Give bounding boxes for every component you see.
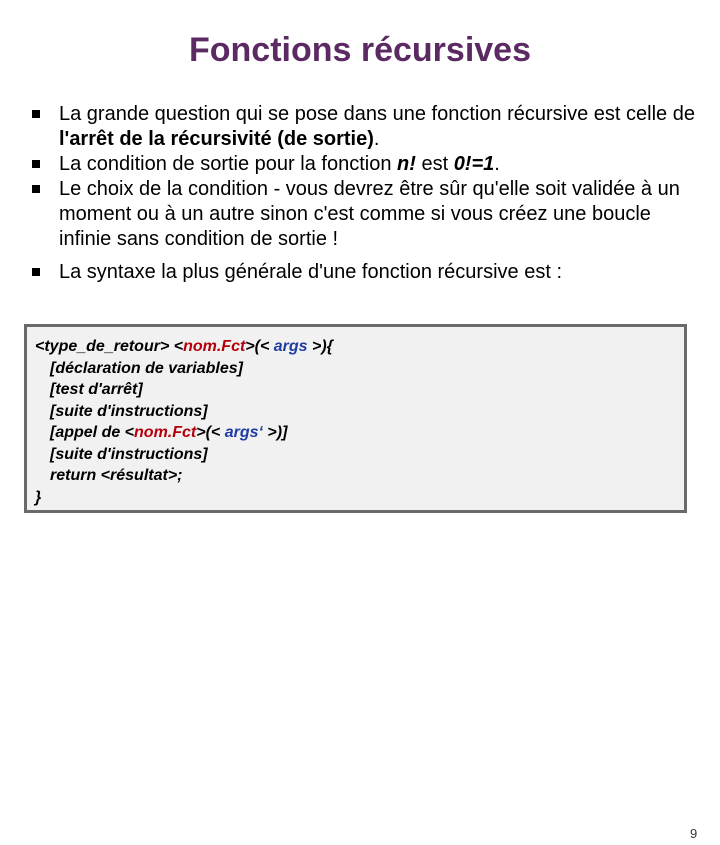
square-bullet-icon <box>32 268 40 276</box>
code-arguments: args‘ <box>224 424 263 441</box>
code-function-name: nom.Fct <box>183 338 246 355</box>
bullet-list <box>30 102 698 285</box>
bullet-text-end: . <box>494 153 500 175</box>
slide-title: Fonctions récursives <box>188 31 531 69</box>
code-function-name: nom.Fct <box>134 424 197 441</box>
bullet-text-end: . <box>373 128 380 150</box>
code-text: <type_de_retour> < <box>35 338 184 355</box>
bullet-item <box>30 102 698 152</box>
code-line: [suite d'instructions] <box>50 403 208 420</box>
code-text: >){ <box>307 338 333 355</box>
square-bullet-icon <box>32 185 40 193</box>
code-box <box>24 324 698 841</box>
square-bullet-icon <box>32 110 40 118</box>
bullet-emphasis: n! <box>397 153 416 175</box>
code-line: [déclaration de variables] <box>50 360 243 377</box>
square-bullet-icon <box>32 160 40 168</box>
code-line: [suite d'instructions] <box>50 446 208 463</box>
bullet-text: La condition de sortie pour la fonction <box>59 153 397 175</box>
bullet-item <box>30 177 698 252</box>
bullet-text: La grande question qui se pose dans une fonction récursive est celle de <box>59 103 695 125</box>
code-return-line: return <résultat>; <box>50 467 183 484</box>
bullet-item <box>30 260 698 285</box>
code-text: >)] <box>262 424 288 441</box>
bullet-emphasis: 0!=1 <box>453 153 495 175</box>
code-signature-line <box>35 336 333 358</box>
page-number: 9 <box>690 826 698 841</box>
code-call-line <box>50 422 287 444</box>
bullet-text: Le choix de la condition - vous devrez être sûr qu'elle soit validée à un moment ou à un autre sinon c'est comme si vous créez une boucle infinie sans condition de sortie ! <box>59 178 680 250</box>
code-text: >(< <box>196 424 225 441</box>
code-line: [test d'arrêt] <box>50 381 143 398</box>
code-close-brace: } <box>35 489 42 506</box>
bullet-text: La syntaxe la plus générale d'une fonction récursive est : <box>59 261 563 283</box>
bullet-item <box>30 152 698 177</box>
code-text: >(< <box>245 338 274 355</box>
code-arguments: args <box>273 338 308 355</box>
bullet-emphasis: l'arrêt de la récursivité (de sortie) <box>59 128 374 150</box>
code-text: [appel de < <box>50 424 135 441</box>
bullet-text: est <box>415 153 454 175</box>
